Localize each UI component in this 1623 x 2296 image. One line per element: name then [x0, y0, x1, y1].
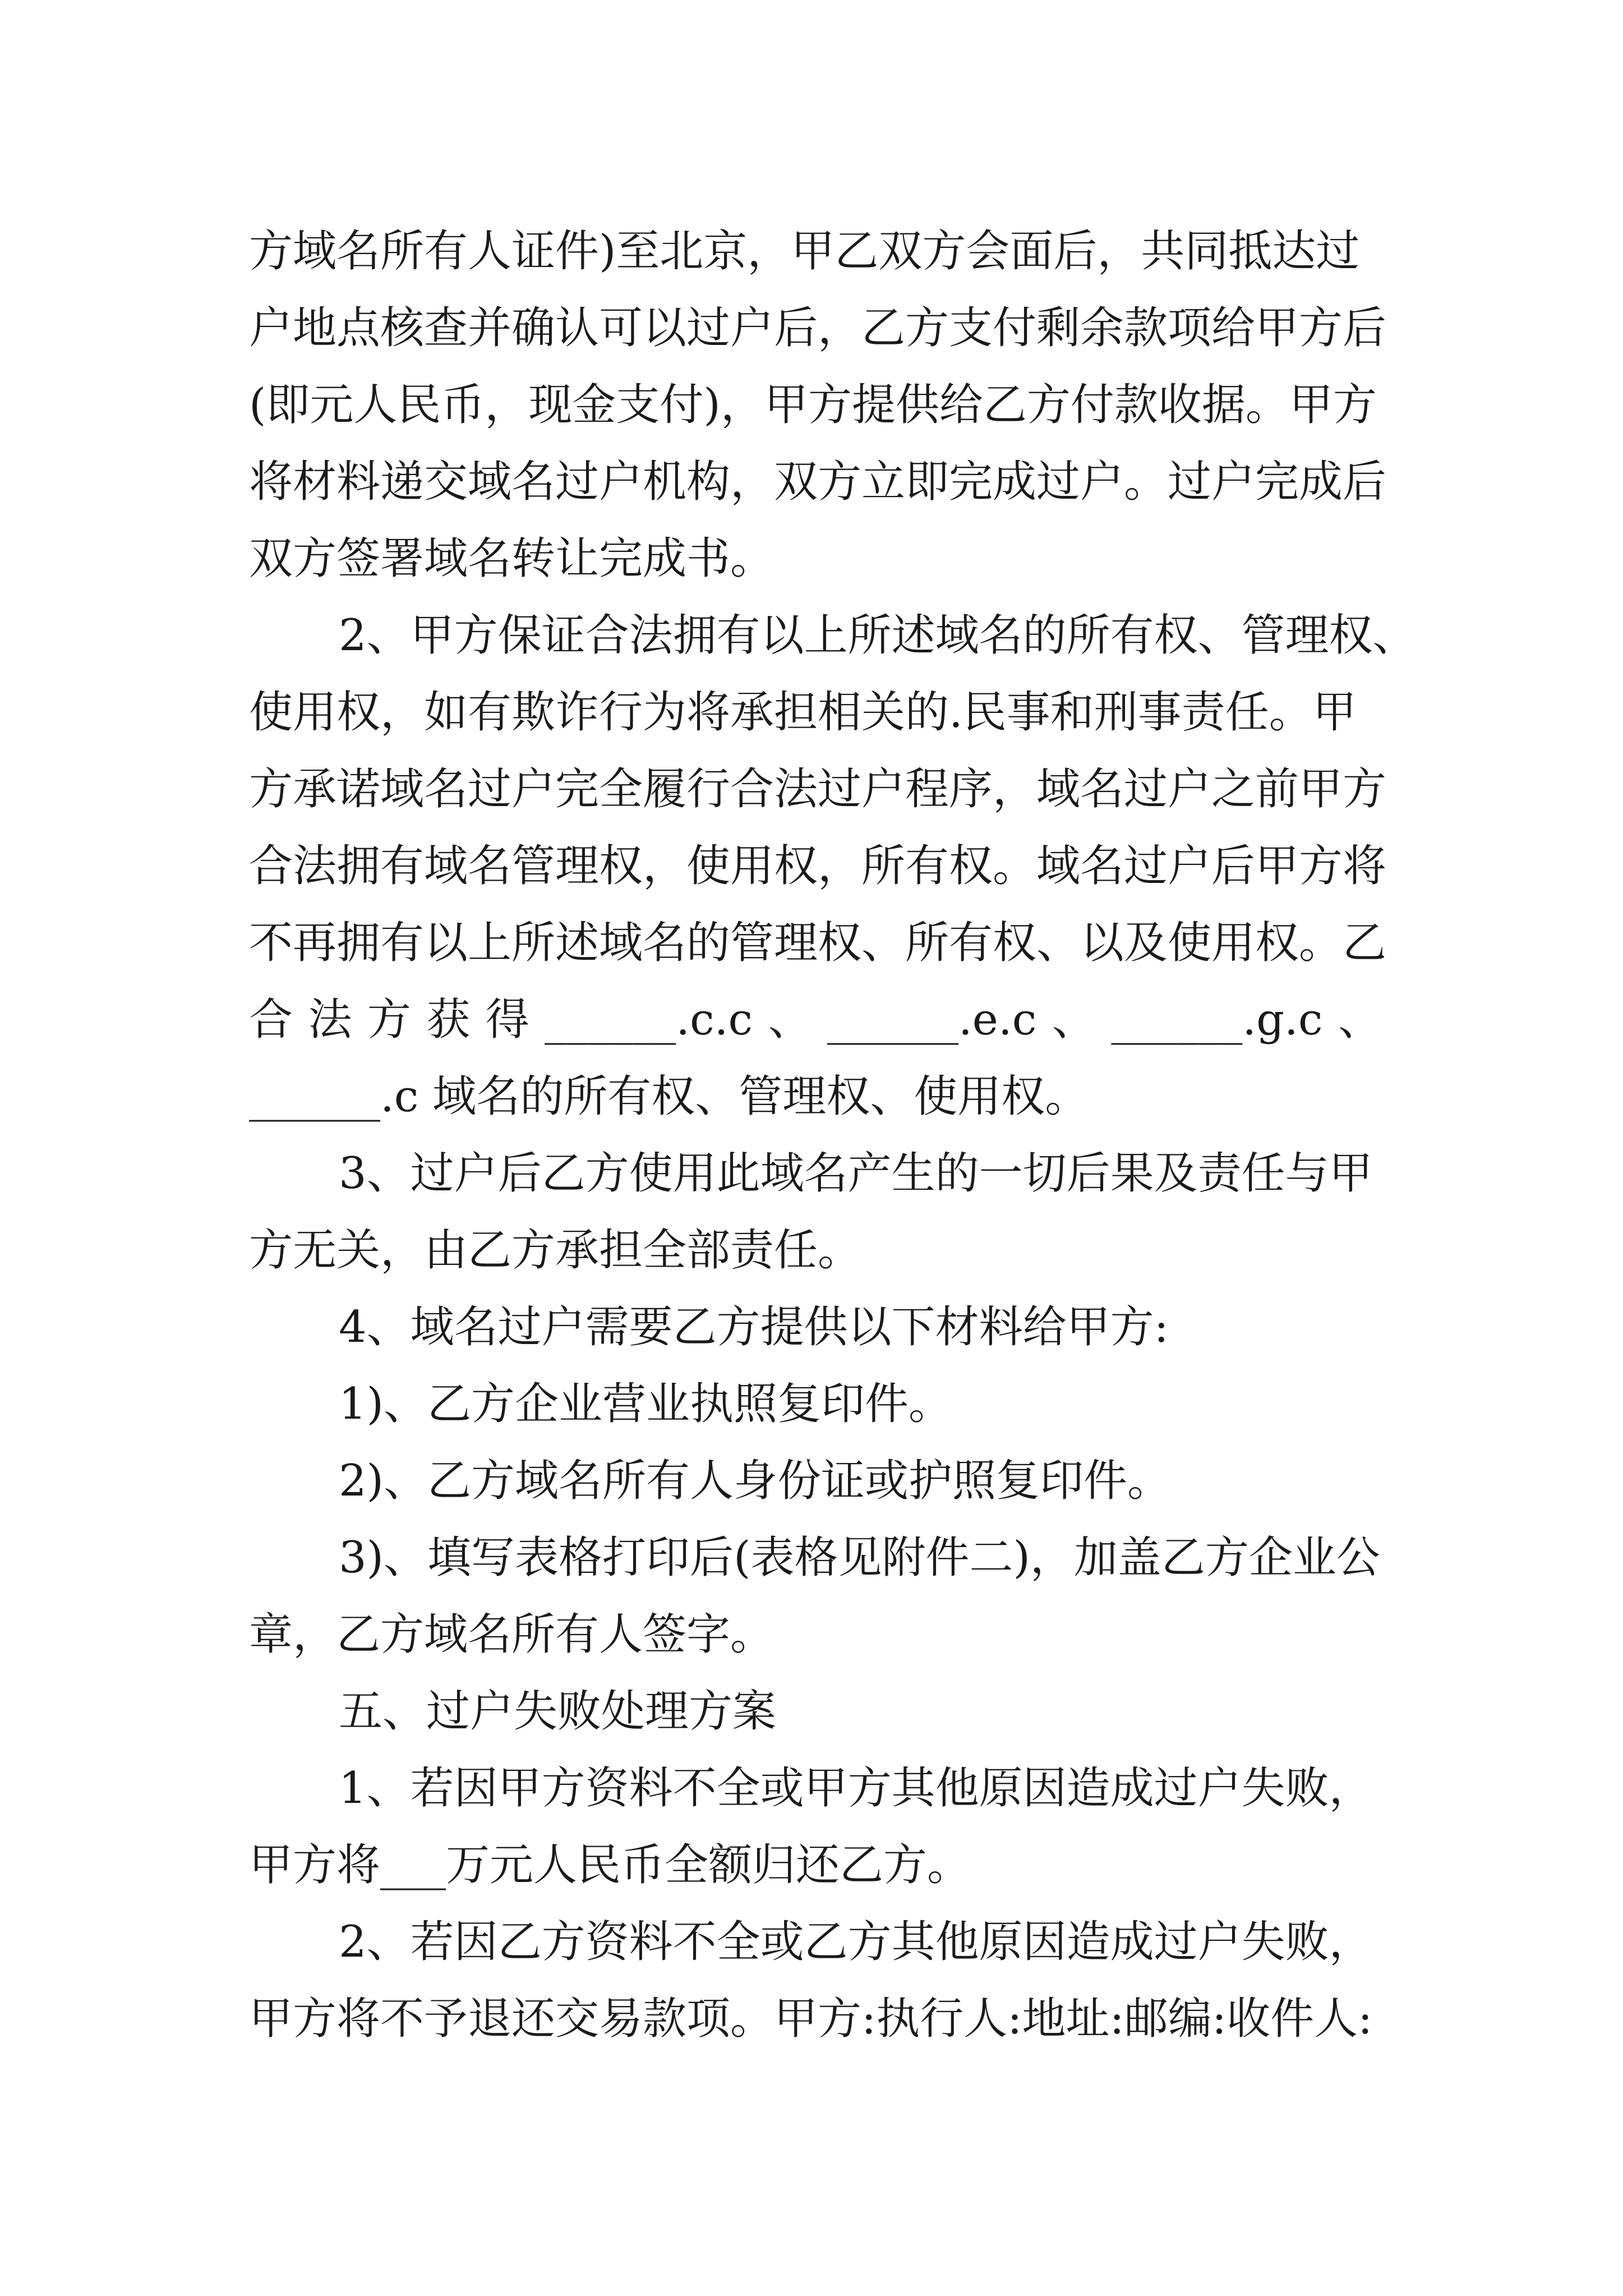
sub-item-3: 3)、填写表格打印后(表格见附件二)，加盖乙方企业公 [339, 1533, 1380, 1583]
text-line: 章，乙方域名所有人签字。 [249, 1609, 774, 1660]
domain-blank-3: ______.g.c [1111, 995, 1323, 1045]
text-line: 甲方将不予退还交易款项。甲方:执行人:地址:邮编:收件人: [249, 1994, 1373, 2044]
text-fragment: 获 [426, 995, 471, 1045]
text-line: (即元人民币，现金支付)，甲方提供给乙方付款收据。甲方 [249, 380, 1377, 430]
text-line: 双方签署域名转让完成书。 [249, 533, 774, 584]
clause-4-line: 4、域名过户需要乙方提供以下材料给甲方: [339, 1302, 1169, 1352]
text-fragment: 得 [485, 995, 529, 1045]
domain-blank-2: ______.e.c [827, 995, 1037, 1045]
text-line: ______.c 域名的所有权、管理权、使用权。 [249, 1071, 1089, 1122]
text-line: 将材料递交域名过户机构，双方立即完成过户。过户完成后 [249, 457, 1387, 507]
failure-clause-2: 2、若因乙方资料不全或乙方其他原因造成过户失败， [339, 1917, 1373, 1967]
text-line: 方承诺域名过户完全履行合法过户程序，域名过户之前甲方 [249, 764, 1387, 815]
text-line: 不再拥有以上所述域名的管理权、所有权、以及使用权。乙 [249, 918, 1387, 968]
text-line: 户地点核查并确认可以过户后，乙方支付剩余款项给甲方后 [249, 303, 1387, 353]
text-line: 方域名所有人证件)至北京，甲乙双方会面后，共同抵达过 [249, 226, 1360, 277]
text-line: 使用权，如有欺诈行为将承担相关的.民事和刑事责任。甲 [249, 687, 1357, 738]
text-line: 甲方将___万元人民币全额归还乙方。 [249, 1840, 971, 1890]
text-line: 方无关，由乙方承担全部责任。 [249, 1225, 862, 1276]
clause-3-line: 3、过户后乙方使用此域名产生的一切后果及责任与甲 [339, 1148, 1373, 1199]
domain-list-line [249, 982, 1382, 1059]
text-fragment: 、 [1338, 995, 1382, 1045]
text-fragment: 合 [249, 995, 293, 1045]
clause-2-line: 2、甲方保证合法拥有以上所述域名的所有权、管理权、 [339, 610, 1417, 661]
contract-body [249, 213, 1417, 2058]
sub-item-1: 1)、乙方企业营业执照复印件。 [339, 1379, 953, 1429]
sub-item-2: 2)、乙方域名所有人身份证或护照复印件。 [339, 1456, 1172, 1506]
failure-clause-1: 1、若因甲方资料不全或甲方其他原因造成过户失败， [339, 1763, 1373, 1814]
text-fragment: 、 [1052, 995, 1096, 1045]
domain-blank-1: ______.c.c [545, 995, 753, 1045]
text-fragment: 法 [308, 995, 352, 1045]
text-fragment: 方 [367, 995, 411, 1045]
section-heading: 五、过户失败处理方案 [339, 1686, 777, 1737]
text-fragment: 、 [768, 995, 812, 1045]
text-line: 合法拥有域名管理权，使用权，所有权。域名过户后甲方将 [249, 841, 1387, 891]
